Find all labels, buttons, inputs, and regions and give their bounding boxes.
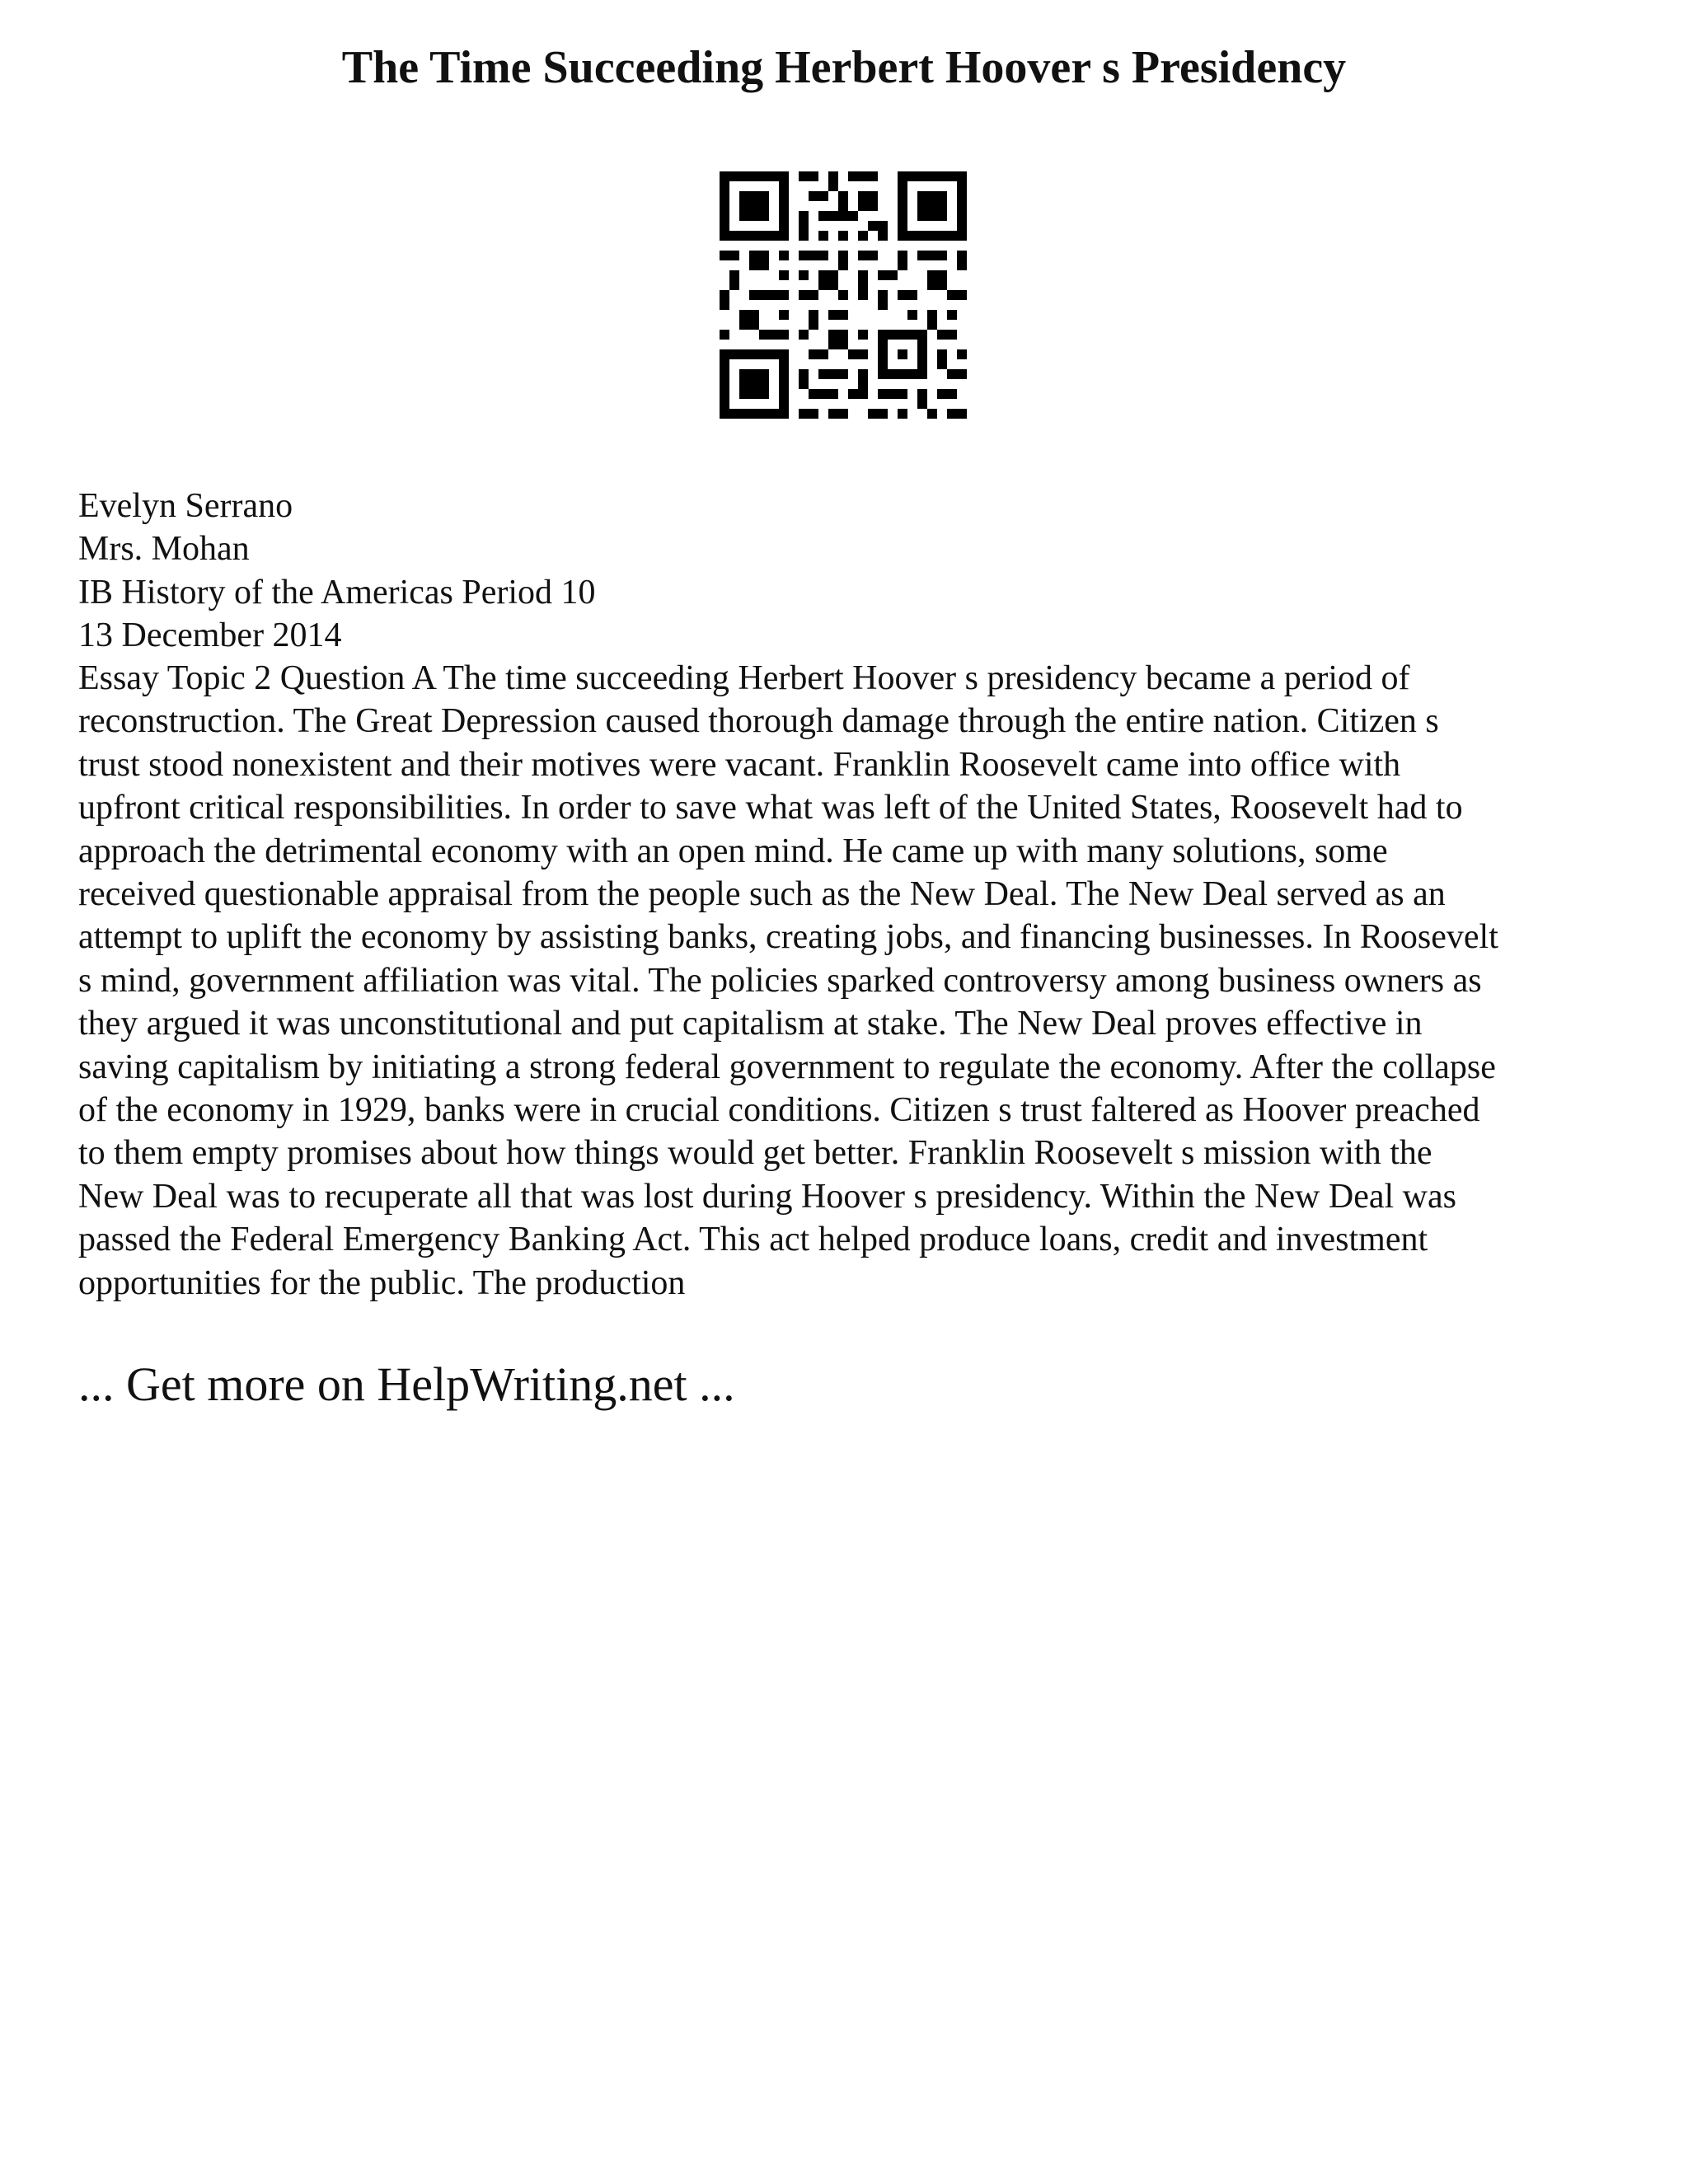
get-more-link[interactable]: ... Get more on HelpWriting.net ...	[78, 1357, 735, 1411]
body-line: trust stood nonexistent and their motives were vacant. Franklin Roosevelt came into office with	[78, 745, 1401, 784]
body-line: saving capitalism by initiating a strong federal government to regulate the economy. After the collapse	[78, 1047, 1496, 1086]
document-title: The Time Succeeding Herbert Hoover s Presidency	[341, 42, 1347, 93]
qr-code-icon	[720, 171, 967, 419]
body-line: opportunities for the public. The production	[78, 1263, 686, 1302]
body-line: attempt to uplift the economy by assisting banks, creating jobs, and financing businesses. In Roosevelt	[78, 918, 1498, 957]
body-line: passed the Federal Emergency Banking Act. This act helped produce loans, credit and investment	[78, 1221, 1428, 1259]
body-line: Essay Topic 2 Question A The time succeeding Herbert Hoover s presidency became a period of	[78, 659, 1410, 697]
body-line: of the economy in 1929, banks were in crucial conditions. Citizen s trust faltered as Hoover preached	[78, 1091, 1480, 1130]
course-name: IB History of the Americas Period 10	[78, 573, 596, 612]
body-line: upfront critical responsibilities. In order to save what was left of the United States, Roosevelt had to	[78, 789, 1463, 827]
body-line: received questionable appraisal from the people such as the New Deal. The New Deal served as an	[78, 875, 1446, 914]
document-meta	[78, 485, 1620, 658]
body-line: reconstruction. The Great Depression caused thorough damage through the entire nation. Citizen s	[78, 702, 1439, 741]
body-line: they argued it was unconstitutional and put capitalism at stake. The New Deal proves effective in	[78, 1005, 1423, 1043]
body-line: to them empty promises about how things would get better. Franklin Roosevelt s mission with the	[78, 1134, 1432, 1173]
author-name: Evelyn Serrano	[78, 487, 293, 525]
document-date: 13 December 2014	[78, 616, 342, 655]
body-line: approach the detrimental economy with an open mind. He came up with many solutions, some	[78, 832, 1388, 870]
essay-body	[78, 657, 1628, 1305]
body-line: New Deal was to recuperate all that was lost during Hoover s presidency. Within the New Deal was	[78, 1177, 1456, 1216]
body-line: s mind, government affiliation was vital. The policies sparked controversy among business owners as	[78, 961, 1482, 1000]
teacher-name: Mrs. Mohan	[78, 530, 250, 569]
